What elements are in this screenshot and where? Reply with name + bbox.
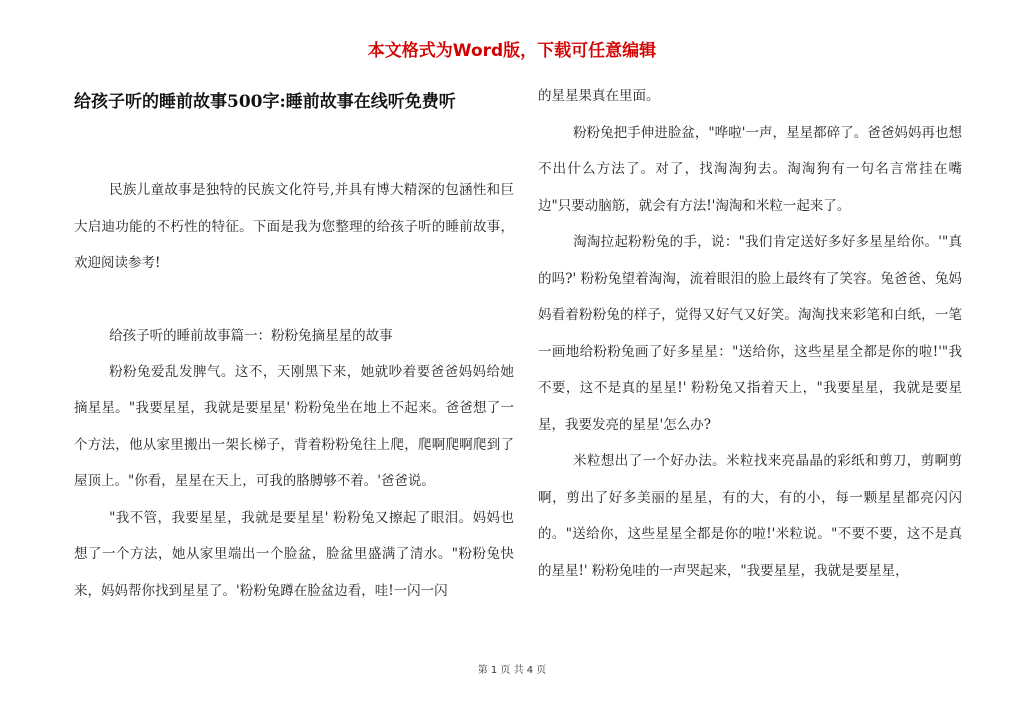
- story-paragraph: 淘淘拉起粉粉兔的手，说："我们肯定送好多好多星星给你。'"真的吗?' 粉粉兔望着淘淘，流着眼泪的脸上最终有了笑容。兔爸爸、兔妈妈看着粉粉兔的样子，觉得又好气又好笑。淘淘找来彩笔和白纸，一笔一画地给粉粉兔画了好多星星："送给你，这些星星全都是你的啦!'"我不要，这不是真的星星!' 粉粉兔又指着天上，"我要星星，我就是要星星，我要发亮的星星'怎么办?: [538, 234, 962, 433]
- section-heading: 给孩子听的睡前故事篇一：粉粉兔摘星星的故事: [109, 327, 393, 344]
- story-paragraph: 米粒想出了一个好办法。米粒找来亮晶晶的彩纸和剪刀，剪啊剪啊，剪出了好多美丽的星星，有的大，有的小，每一颗星星都亮闪闪的。"送给你，这些星星全都是你的啦!'米粒说。"不要不要，这不是真的星星!' 粉粉兔哇的一声哭起来，"我要星星，我就是要星星，: [538, 453, 962, 579]
- right-column: [538, 78, 962, 589]
- document-title: 给孩子听的睡前故事500字:睡前故事在线听免费听: [74, 92, 456, 112]
- intro-paragraph: 民族儿童故事是独特的民族文化符号,并具有博大精深的包涵性和巨大启迪功能的不朽性的特征。下面是我为您整理的给孩子听的睡前故事，欢迎阅读参考!: [74, 182, 514, 271]
- story-paragraph: "我不管，我要星星，我就是要星星' 粉粉兔又擦起了眼泪。妈妈也想了一个方法，她从家里端出一个脸盆，脸盆里盛满了清水。"粉粉兔快来，妈妈帮你找到星星了。'粉粉兔蹲在脸盆边看，哇!一闪一闪: [74, 509, 514, 599]
- spacer: [74, 282, 514, 318]
- left-column: [74, 90, 514, 609]
- story-paragraph-continued: 的星星果真在里面。: [538, 88, 660, 104]
- story-paragraph: 粉粉兔爱乱发脾气。这不，天刚黑下来，她就吵着要爸爸妈妈给她摘星星。"我要星星，我就是要星星' 粉粉兔坐在地上不起来。爸爸想了一个方法，他从家里搬出一架长梯子，背着粉粉兔往上爬，爬啊爬啊爬到了屋顶上。"你看，星星在天上，可我的胳膊够不着。'爸爸说。: [74, 363, 514, 489]
- story-paragraph: 粉粉兔把手伸进脸盆，"哗啦'一声，星星都碎了。爸爸妈妈再也想不出什么方法了。对了，找淘淘狗去。淘淘狗有一句名言常挂在嘴边"只要动脑筋，就会有方法!'淘淘和米粒一起来了。: [538, 124, 962, 214]
- word-format-banner: 本文格式为Word版，下载可任意编辑: [367, 41, 657, 61]
- page-number-footer: 第 1 页 共 4 页: [477, 665, 547, 676]
